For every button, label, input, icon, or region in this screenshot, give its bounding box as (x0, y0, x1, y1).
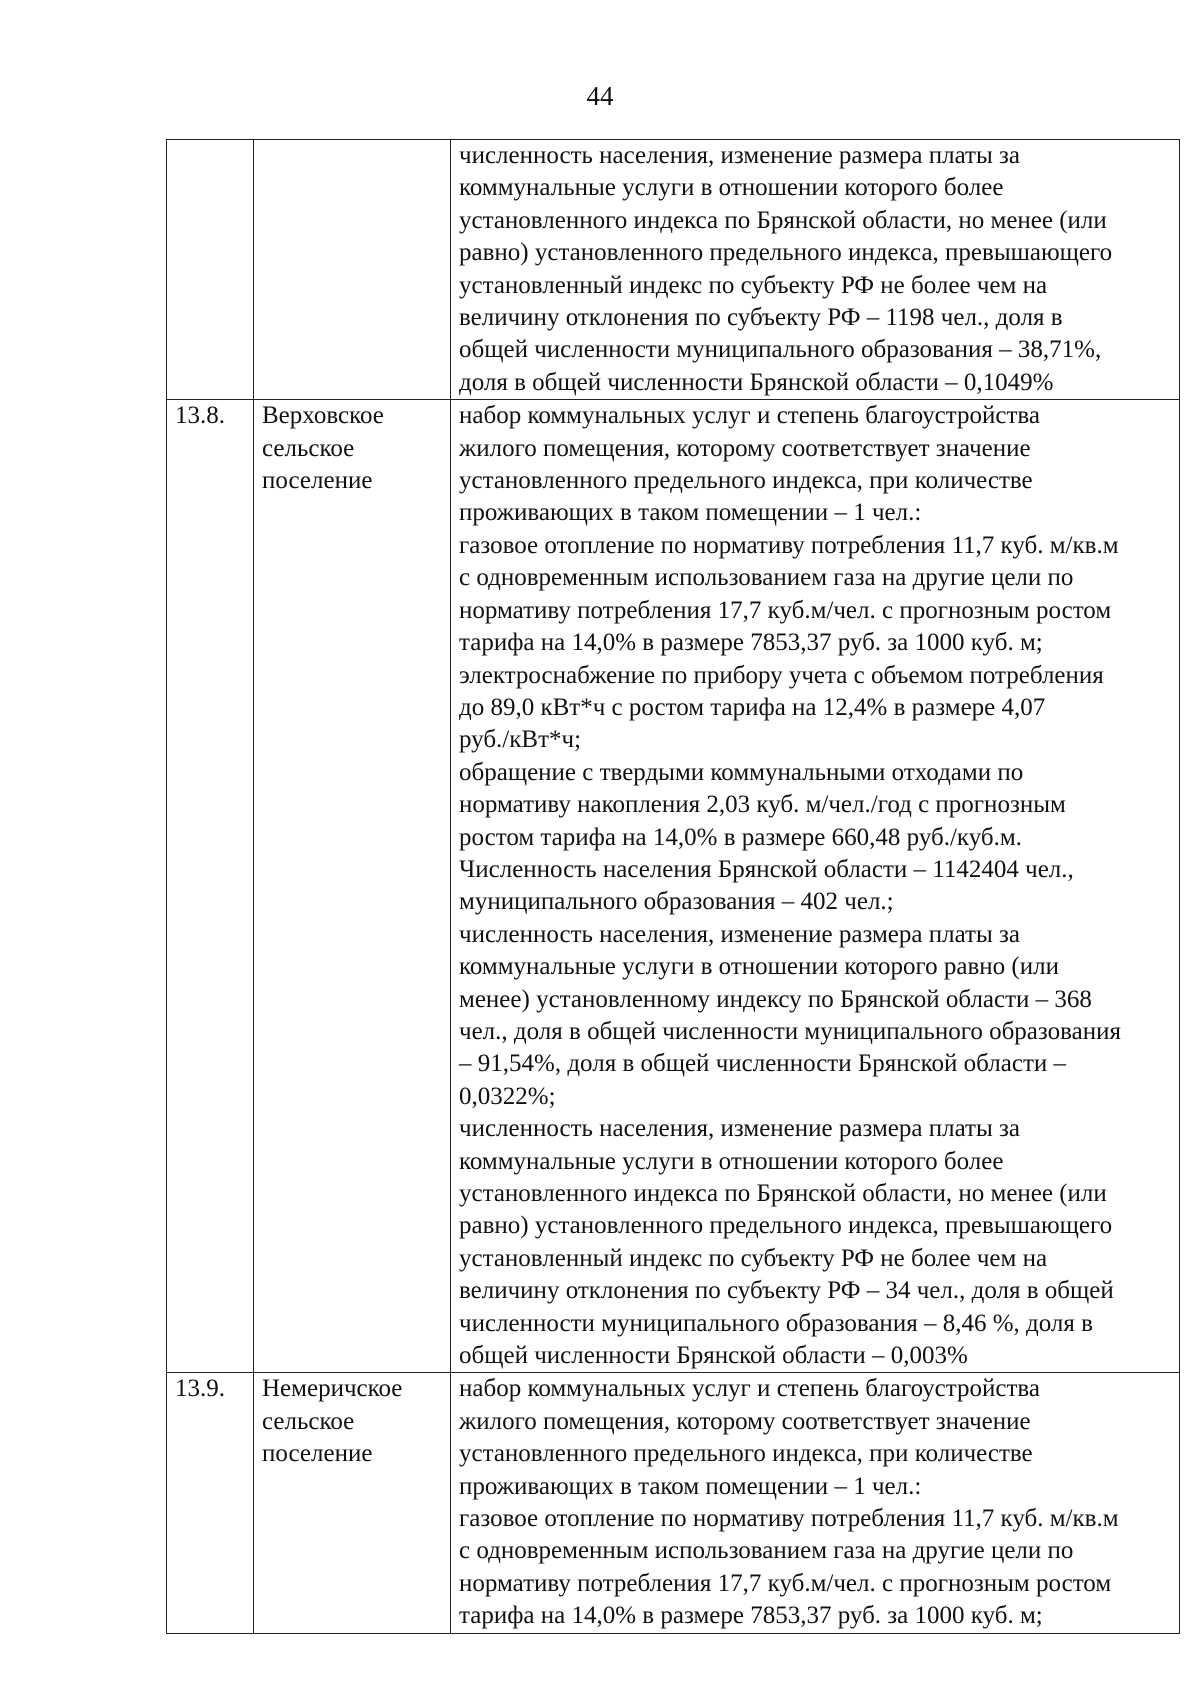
description-line: ростом тарифа на 14,0% в размере 660,48 руб./куб.м. (459, 823, 1022, 851)
description-line: нормативу накопления 2,03 куб. м/чел./год с прогнозным (459, 791, 1066, 819)
description-line: набор коммунальных услуг и степень благоустройства (459, 402, 1040, 430)
description-line: Численность населения Брянской области – 1142404 чел., (459, 855, 1074, 883)
description-line: доля в общей численности Брянской области – 0,1049% (459, 368, 1054, 396)
description-line: тарифа на 14,0% в размере 7853,37 руб. за 1000 куб. м; (459, 1602, 1043, 1630)
page-number: 44 (586, 81, 614, 111)
description-line: величину отклонения по субъекту РФ – 34 чел., доля в общей (459, 1277, 1114, 1305)
description-line: руб./кВт*ч; (459, 726, 582, 754)
description-cell (451, 400, 1180, 1373)
description-line: установленный индекс по субъекту РФ не более чем на (459, 1244, 1048, 1272)
table-row (167, 1373, 1180, 1633)
description-line: с одновременным использованием газа на другие цели по (459, 564, 1074, 592)
table-body (167, 140, 1180, 1634)
description-line: величину отклонения по субъекту РФ – 1198 чел., доля в (459, 304, 1063, 332)
description-line: тарифа на 14,0% в размере 7853,37 руб. за 1000 куб. м; (459, 629, 1043, 657)
description-line: установленного индекса по Брянской области, но менее (или (459, 1180, 1107, 1207)
description-line: численности муниципального образования – 8,46 %, доля в (459, 1309, 1093, 1337)
description-line: электроснабжение по прибору учета с объемом потребления (459, 661, 1104, 689)
description-line: набор коммунальных услуг и степень благоустройства (459, 1375, 1040, 1403)
description-line: общей численности Брянской области – 0,003% (459, 1342, 968, 1370)
description-line: проживающих в таком помещении – 1 чел.: (459, 1472, 922, 1500)
description-line: чел., доля в общей численности муниципального образования (459, 1017, 1121, 1045)
description-line: общей численности муниципального образования – 38,71%, (459, 336, 1102, 364)
settlement-name-line: поселение (262, 1440, 373, 1468)
row-number-cell (167, 140, 254, 400)
settlement-name-cell (254, 140, 451, 400)
description-line: до 89,0 кВт*ч с ростом тарифа на 12,4% в размере 4,07 (459, 693, 1046, 721)
settlement-name-line: сельское (262, 1407, 355, 1435)
description-cell (451, 140, 1180, 400)
description-line: 0,0322%; (459, 1082, 556, 1110)
description-line: численность населения, изменение размера платы за (459, 920, 1020, 948)
row-number-cell (167, 1373, 254, 1633)
description-line: численность населения, изменение размера платы за (459, 1115, 1020, 1143)
description-line: газовое отопление по нормативу потребления 11,7 куб. м/кв.м (459, 1505, 1119, 1533)
description-line: жилого помещения, которому соответствует значение (459, 1407, 1031, 1435)
settlement-name-line: Немеричское (262, 1375, 403, 1403)
description-line: нормативу потребления 17,7 куб.м/чел. с прогнозным ростом (459, 596, 1112, 624)
description-cell (451, 1373, 1180, 1633)
description-line: установленного предельного индекса, при количестве (459, 467, 1033, 495)
description-line: коммунальные услуги в отношении которого более (459, 174, 1004, 202)
description-line: равно) установленного предельного индекса, превышающего (459, 1212, 1113, 1240)
table-row (167, 400, 1180, 1373)
settlement-name-line: Верховское (262, 402, 384, 430)
description-line: муниципального образования – 402 чел.; (459, 888, 894, 916)
description-line: коммунальные услуги в отношении которого более (459, 1147, 1004, 1175)
row-number: 13.8. (175, 402, 225, 430)
row-number: 13.9. (175, 1375, 225, 1403)
description-line: жилого помещения, которому соответствует значение (459, 434, 1031, 462)
description-line: равно) установленного предельного индекса, превышающего (459, 239, 1113, 267)
description-line: установленный индекс по субъекту РФ не более чем на (459, 271, 1048, 299)
row-number-cell (167, 400, 254, 1373)
settlement-name-line: поселение (262, 467, 373, 495)
description-line: коммунальные услуги в отношении которого равно (или (459, 953, 1059, 981)
settlement-name-cell (254, 1373, 451, 1633)
description-line: – 91,54%, доля в общей численности Брянской области – (459, 1050, 1066, 1078)
description-line: установленного индекса по Брянской области, но менее (или (459, 206, 1107, 234)
settlement-name-line: сельское (262, 434, 355, 462)
settlement-name-cell (254, 400, 451, 1373)
description-line: установленного предельного индекса, при количестве (459, 1440, 1033, 1468)
description-line: обращение с твердыми коммунальными отходами по (459, 758, 1024, 786)
description-line: с одновременным использованием газа на другие цели по (459, 1537, 1074, 1565)
description-line: нормативу потребления 17,7 куб.м/чел. с прогнозным ростом (459, 1569, 1112, 1597)
description-line: газовое отопление по нормативу потребления 11,7 куб. м/кв.м (459, 531, 1119, 559)
description-line: численность населения, изменение размера платы за (459, 142, 1020, 169)
description-line: менее) установленному индексу по Брянской области – 368 (459, 985, 1092, 1013)
table-row (167, 140, 1180, 400)
description-line: проживающих в таком помещении – 1 чел.: (459, 499, 922, 527)
tariff-table (166, 139, 1180, 1634)
